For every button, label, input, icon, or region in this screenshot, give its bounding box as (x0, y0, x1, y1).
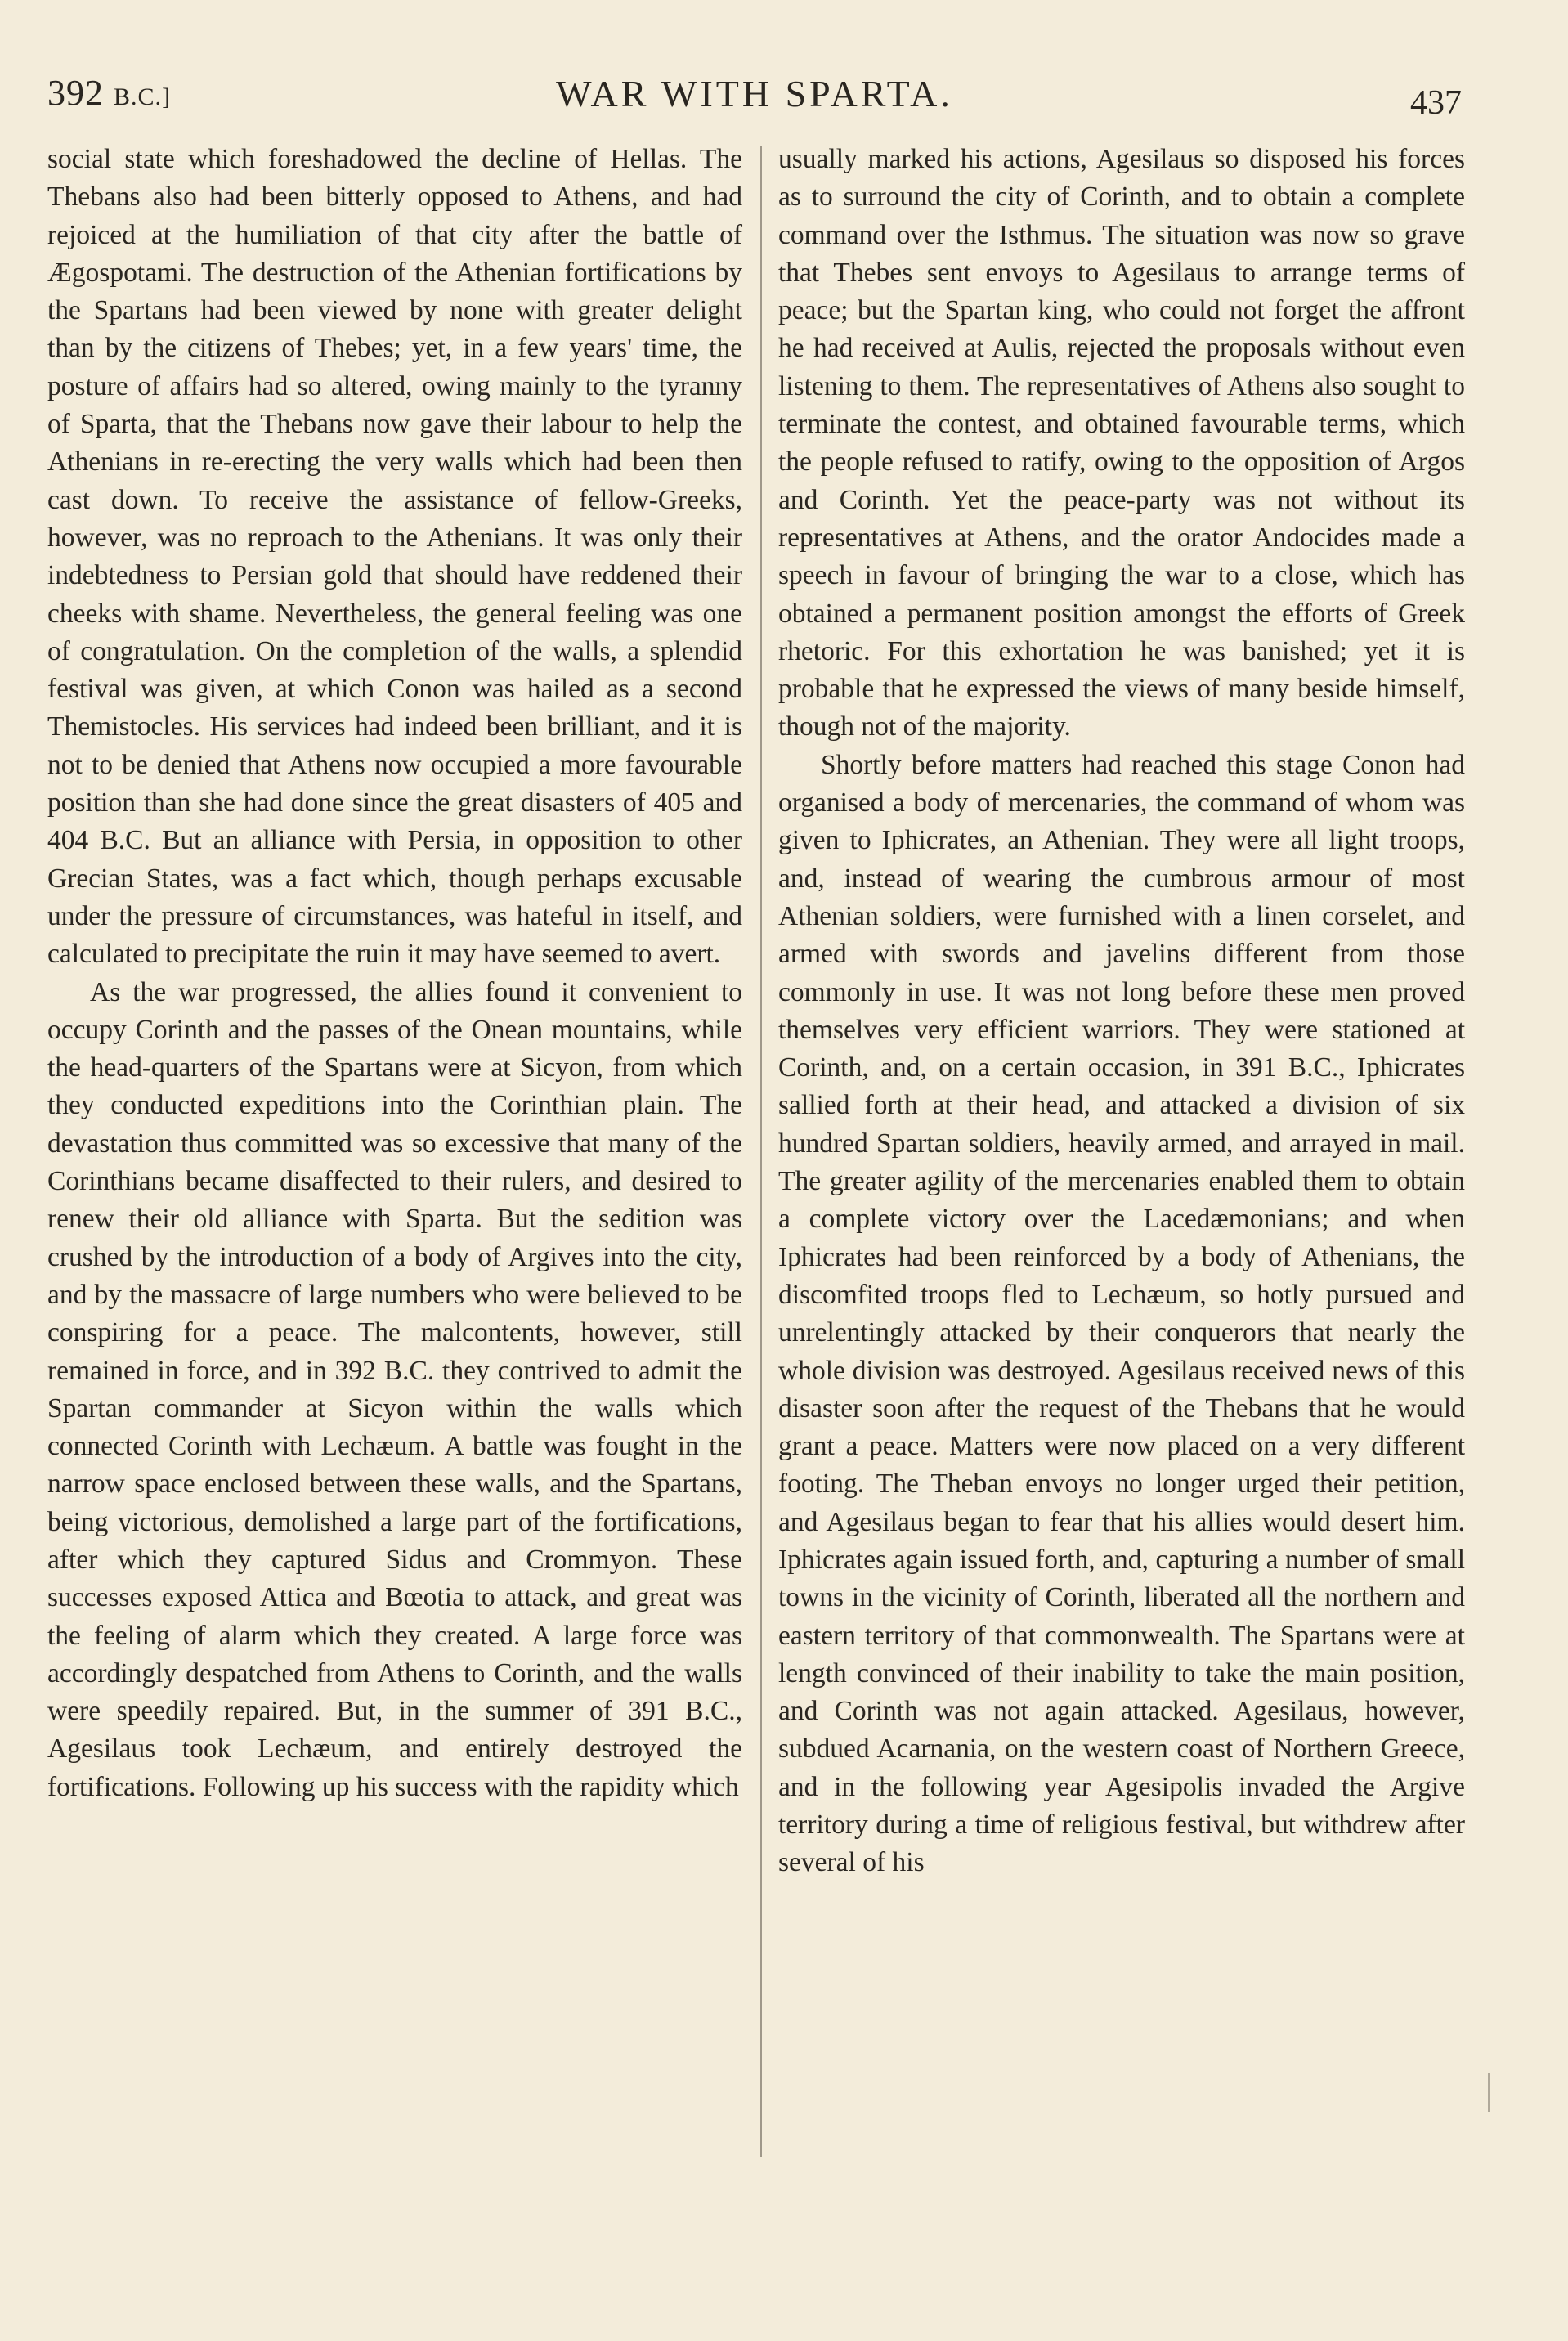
running-head (47, 72, 1462, 121)
paragraph: social state which foreshadowed the decline of Hellas. The Thebans also had been bitterly opposed to Athens, and had rejoiced at the humiliation of that city after the battle of Ægospotami. The destruction of the Athenian fortifications by the Spartans had been viewed by none with greater delight than by the citizens of Thebes; yet, in a few years' time, the posture of affairs had so altered, owing mainly to the tyranny of Sparta, that the Thebans now gave their labour to help the Athenians in re-erecting the very walls which had been then cast down. To receive the assistance of fellow-Greeks, however, was no reproach to the Athenians. It was only their indebtedness to Persian gold that should have reddened their cheeks with shame. Nevertheless, the general feeling was one of congratulation. On the completion of the walls, a splendid festival was given, at which Conon was hailed as a second Themistocles. His services had indeed been brilliant, and it is not to be denied that Athens now occupied a more favourable position than she had done since the great disasters of 405 and 404 B.C. But an alliance with Persia, in opposition to other Grecian States, was a fact which, though perhaps excusable under the pressure of circumstances, was hateful in itself, and calculated to precipitate the ruin it may have seemed to avert. (47, 144, 742, 970)
paragraph: usually marked his actions, Agesilaus so disposed his forces as to surround the city of Corinth, and to obtain a complete command over the Isthmus. The situation was now so grave that Thebes sent envoys to Agesilaus to arrange terms of peace; but the Spartan king, who could not forget the affront he had received at Aulis, rejected the proposals without even listening to them. The representatives of Athens also sought to terminate the contest, and obtained favourable terms, which the people refused to ratify, owing to the opposition of Argos and Corinth. Yet the peace-party was not without its representatives at Athens, and the orator Andocides made a speech in favour of bringing the war to a close, which has obtained a permanent position amongst the efforts of Greek rhetoric. For this exhortation he was banished; yet it is probable that he expressed the views of many beside himself, though not of the majority. (778, 144, 1465, 742)
running-head-title: WAR WITH SPARTA. (556, 73, 953, 114)
column-rule (760, 146, 762, 2157)
page-number: 437 (1410, 84, 1462, 122)
right-column (778, 141, 1465, 1882)
paragraph: As the war progressed, the allies found it convenient to occupy Corinth and the passes of the Onean mountains, while the head-quarters of the Spartans were at Sicyon, from which they conducted expeditions into the Corinthian plain. The devastation thus committed was so excessive that many of the Corinthians became disaffected to their rulers, and desired to renew their old alliance with Sparta. But the sedition was crushed by the introduction of a body of Argives into the city, and by the massacre of large numbers who were believed to be conspiring for a peace. The malcontents, however, still remained in force, and in 392 B.C. they contrived to admit the Spartan commander at Sicyon within the walls which connected Corinth with Lechæum. A battle was fought in the narrow space enclosed between these walls, and the Spartans, being victorious, demolished a large part of the fortifications, after which they captured Sidus and Crommyon. These successes exposed Attica and Bœotia to attack, and great was the feeling of alarm which they created. A large force was accordingly despatched from Athens to Corinth, and the walls were speedily repaired. But, in the summer of 391 B.C., Agesilaus took Lechæum, and entirely destroyed the fortifications. Following up his success with the rapidity which (47, 976, 742, 1802)
left-column (47, 141, 742, 1806)
header-year: 392 (47, 73, 104, 113)
margin-mark (1488, 2073, 1490, 2112)
header-era: B.C.] (114, 83, 172, 110)
paragraph: Shortly before matters had reached this stage Conon had organised a body of mercenaries, the command of whom was given to Iphicrates, an Athenian. They were all light troops, and, instead of wearing the cumbrous armour of most Athenian soldiers, were furnished with a linen corselet, and armed with swords and javelins different from those commonly in use. It was not long before these men proved themselves very efficient warriors. They were stationed at Corinth, and, on a certain occasion, in 391 B.C., Iphicrates sallied forth at their head, and attacked a division of six hundred Spartan soldiers, heavily armed, and arrayed in mail. The greater agility of the mercenaries enabled them to obtain a complete victory over the Lacedæmonians; and when Iphicrates had been reinforced by a body of Athenians, the discomfited troops fled to Lechæum, so hotly pursued and unrelentingly attacked by their conquerors that nearly the whole division was destroyed. Agesilaus received news of this disaster soon after the request of the Thebans that he would grant a peace. Matters were now placed on a very different footing. The Theban envoys no longer urged their petition, and Agesilaus began to fear that his allies would desert him. Iphicrates again issued forth, and, capturing a number of small towns in the vicinity of Corinth, liberated all the northern and eastern territory of that commonwealth. The Spartans were at length convinced of their inability to take the main position, and Corinth was not again attacked. Agesilaus, however, subdued Acarnania, on the western coast of Northern Greece, and in the following year Agesipolis invaded the Argive territory during a time of religious festival, but withdrew after several of his (778, 749, 1465, 1878)
